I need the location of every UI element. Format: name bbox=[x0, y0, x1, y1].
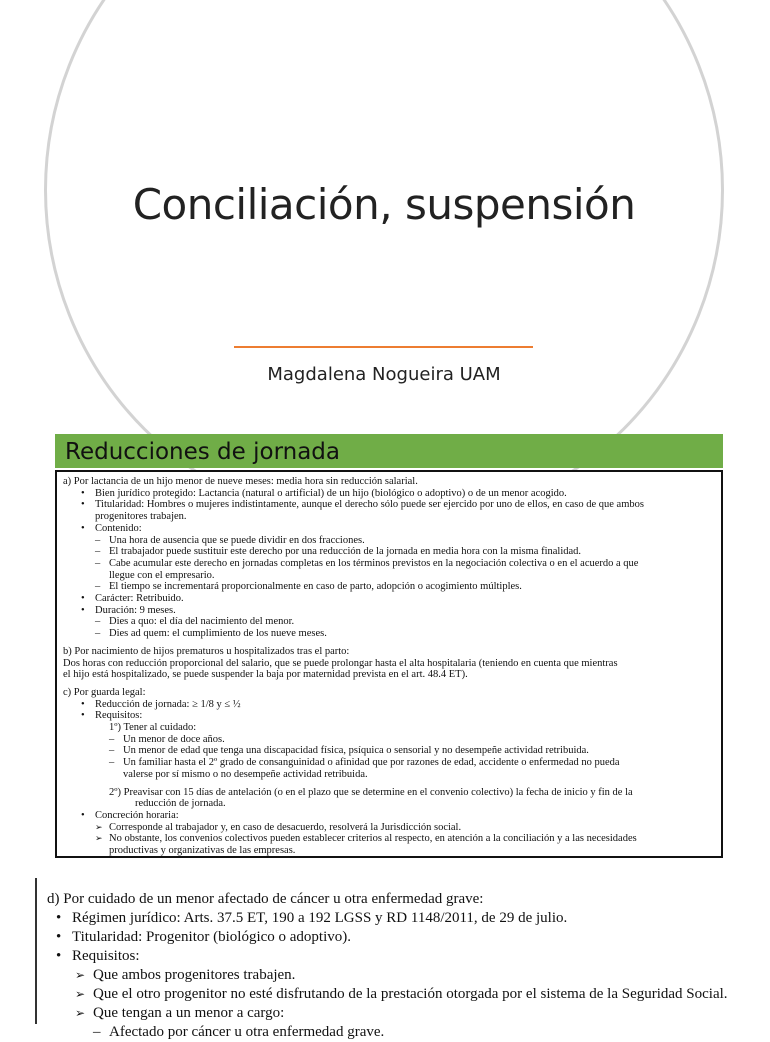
section-banner bbox=[55, 434, 723, 468]
numbered-item: 2º) Preavisar con 15 días de antelación (o en el plazo que se determine en el convenio colectivo) la fecha de inicio y fin de la bbox=[109, 786, 633, 798]
sub-item: – Un menor de doce años. bbox=[63, 734, 715, 746]
paragraph-line: el hijo está hospitalizado, se puede suspender la baja por maternidad prevista en el art. 48.4 ET). bbox=[63, 669, 468, 681]
sub-item: – Una hora de ausencia que se puede dividir en dos fracciones. bbox=[63, 535, 715, 547]
list-item: • Titularidad: Hombres o mujeres indistintamente, aunque el derecho sólo puede ser ejercido por uno de ellos, en caso de que ambos bbox=[63, 499, 715, 511]
sub-item: – Dies a quo: el día del nacimiento del menor. bbox=[63, 616, 715, 628]
arrow-item: ➢ Que ambos progenitores trabajen. bbox=[47, 966, 728, 985]
arrow-item: ➢ Corresponde al trabajador y, en caso de desacuerdo, resolverá la Jurisdicción social. bbox=[63, 822, 715, 834]
sub-item: – Cabe acumular este derecho en jornadas completas en los términos previstos en la negociación colectiva o en el acuerdo a que bbox=[63, 558, 715, 570]
item-c-heading: c) Por guarda legal: bbox=[63, 686, 146, 698]
arrow-item: ➢ Que tengan a un menor a cargo: bbox=[47, 1004, 728, 1023]
sub-item: – Dies ad quem: el cumplimiento de los nueve meses. bbox=[63, 628, 715, 640]
numbered-item: 1º) Tener al cuidado: bbox=[109, 722, 197, 734]
sub-item: – Un familiar hasta el 2º grado de consanguinidad o afinidad que por razones de edad, accidente o enfermedad no pueda bbox=[63, 757, 715, 769]
list-item: • Bien jurídico protegido: Lactancia (natural o artificial) de un hijo (biológico o adoptivo) o de un menor acogido. bbox=[63, 488, 715, 500]
sub-item-continuation: llegue con el empresario. bbox=[109, 569, 215, 581]
sub-item: – Afectado por cáncer u otra enfermedad grave. bbox=[47, 1023, 728, 1042]
sub-item: – Un menor de edad que tenga una discapacidad física, psíquica o sensorial y no desempeñe actividad retribuida. bbox=[63, 745, 715, 757]
list-item: • Reducción de jornada: ≥ 1/8 y ≤ ½ bbox=[63, 699, 715, 711]
cover-slide bbox=[0, 0, 768, 430]
numbered-item-continuation: reducción de jornada. bbox=[135, 798, 226, 810]
bottom-excerpt bbox=[35, 878, 770, 1040]
sub-item: – El trabajador puede sustituir este derecho por una reducción de la jornada en media hora con la misma finalidad. bbox=[63, 546, 715, 558]
list-item: • Requisitos: bbox=[63, 710, 715, 722]
accent-rule bbox=[234, 346, 533, 348]
section-title: Reducciones de jornada bbox=[65, 439, 340, 465]
list-item: • Requisitos: bbox=[47, 947, 728, 966]
list-item: • Régimen jurídico: Arts. 37.5 ET, 190 a 192 LGSS y RD 1148/2011, de 29 de julio. bbox=[47, 909, 728, 928]
content-box bbox=[55, 470, 723, 858]
list-item: • Contenido: bbox=[63, 523, 715, 535]
author-line: Magdalena Nogueira UAM bbox=[267, 364, 501, 385]
page-title: Conciliación, suspensión bbox=[132, 180, 636, 229]
paragraph-line: Dos horas con reducción proporcional del salario, que se puede prolongar hasta el alta hospitalaria (teniendo en cuenta que mientras bbox=[63, 657, 618, 669]
item-b-heading: b) Por nacimiento de hijos prematuros u hospitalizados tras el parto: bbox=[63, 645, 350, 657]
arrow-item-continuation: productivas y organizativas de las empresas. bbox=[109, 845, 296, 857]
list-item: • Carácter: Retribuido. bbox=[63, 593, 715, 605]
list-item: • Titularidad: Progenitor (biológico o adoptivo). bbox=[47, 928, 728, 947]
item-d-heading: d) Por cuidado de un menor afectado de cáncer u otra enfermedad grave: bbox=[47, 891, 484, 907]
arrow-item: ➢ No obstante, los convenios colectivos pueden establecer criterios al respecto, en atención a la conciliación y a las necesidades bbox=[63, 833, 715, 845]
list-item: • Concreción horaria: bbox=[63, 810, 715, 822]
arrow-item: ➢ Que el otro progenitor no esté disfrutando de la prestación otorgada por el sistema de la Seguridad Social. bbox=[47, 985, 728, 1004]
list-item: • Duración: 9 meses. bbox=[63, 605, 715, 617]
item-a-heading: a) Por lactancia de un hijo menor de nueve meses: media hora sin reducción salarial. bbox=[63, 476, 418, 487]
sub-item: – El tiempo se incrementará proporcionalmente en caso de parto, adopción o acogimiento múltiples. bbox=[63, 581, 715, 593]
list-item-continuation: progenitores trabajen. bbox=[95, 511, 187, 523]
sub-item-continuation: valerse por sí mismo o no desempeñe actividad retribuida. bbox=[123, 768, 368, 780]
